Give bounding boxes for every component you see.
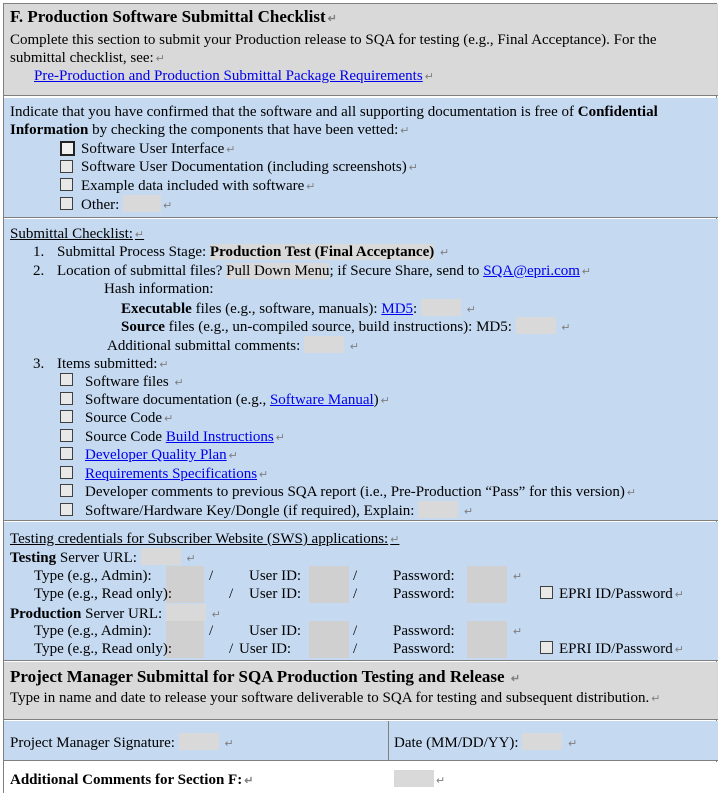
checkbox-user-interface[interactable] <box>60 141 75 156</box>
production-password-input[interactable] <box>467 621 507 658</box>
checkbox-example-data[interactable] <box>60 178 73 191</box>
pm-signature: Project Manager Signature: ↵ <box>10 735 234 751</box>
para-mark: ↵ <box>513 571 523 583</box>
slash: / <box>209 623 214 639</box>
testing-userid-label-2: User ID: <box>249 586 302 602</box>
submitted-item-5: Developer Quality Plan ↵ <box>85 447 238 463</box>
requirements-link-line: Pre-Production and Production Submittal Package Requirements ↵ <box>34 68 434 84</box>
testing-epri-label: EPRI ID/Password ↵ <box>559 586 684 602</box>
checkbox-developer-comments[interactable] <box>60 484 73 497</box>
para-mark: ↵ <box>513 626 523 638</box>
production-userid-label-2: User ID: <box>239 641 292 657</box>
submitted-item-3: Source Code ↵ <box>85 410 174 426</box>
production-type-read-label: Type (e.g., Read only): <box>34 641 173 657</box>
production-server-url: Production Server URL: ↵ <box>10 606 221 622</box>
slash: / <box>229 586 234 602</box>
sqa-email-link[interactable]: SQA@epri.com <box>483 263 580 279</box>
production-userid-input[interactable] <box>309 621 349 658</box>
signature-divider <box>388 721 389 760</box>
section-f-header <box>4 4 718 96</box>
credentials-heading: Testing credentials for Subscriber Website (SWS) applications: ↵ <box>10 531 400 547</box>
checkbox-software-docs[interactable] <box>60 392 73 405</box>
additional-comments-input[interactable] <box>304 336 344 353</box>
checkbox-build-instructions[interactable] <box>60 429 73 442</box>
section-f-title: F. Production Software Submittal Checklist ↵ <box>10 7 337 26</box>
submittal-checklist-section <box>4 219 718 521</box>
item3-num: 3. <box>33 356 45 372</box>
checkbox-software-files[interactable] <box>60 373 73 386</box>
production-epri-checkbox[interactable] <box>540 641 553 654</box>
confidential-line-1: Indicate that you have confirmed that the software and all supporting documentation is free of Confidential <box>10 104 658 120</box>
testing-userid-input[interactable] <box>309 566 349 603</box>
pm-section <box>4 662 718 720</box>
production-userid-label-1: User ID: <box>249 623 302 639</box>
slash: / <box>353 641 358 657</box>
source-hash: Source files (e.g., un-compiled source, build instructions): MD5: ↵ <box>121 319 571 335</box>
confidential-item-1: Software User Interface ↵ <box>81 141 236 157</box>
testing-password-label-1: Password: <box>393 568 455 584</box>
testing-type-admin-label: Type (e.g., Admin): <box>34 568 152 584</box>
date-input[interactable] <box>522 733 562 750</box>
items-submitted-label: Items submitted: ↵ <box>57 356 169 372</box>
hash-info-label: Hash information: <box>104 281 214 297</box>
additional-comments: Additional submittal comments: ↵ <box>107 338 360 354</box>
location-dropdown[interactable]: Pull Down Menu <box>226 263 330 279</box>
slash: / <box>353 568 358 584</box>
production-password-label-2: Password: <box>393 641 455 657</box>
additional-comments-label: Additional Comments for Section F: ↵ <box>10 772 254 788</box>
testing-password-input[interactable] <box>467 566 507 603</box>
checkbox-user-documentation[interactable] <box>60 160 73 173</box>
testing-server-url: Testing Server URL: ↵ <box>10 550 196 566</box>
section-f-intro-2: submittal checklist, see: ↵ <box>10 50 165 66</box>
item1-num: 1. <box>33 244 45 260</box>
confidential-section <box>4 98 718 218</box>
submitted-item-7: Developer comments to previous SQA report (i.e., Pre-Production “Pass” for this version) ↵ <box>85 484 637 500</box>
production-url-input[interactable] <box>166 604 206 621</box>
submitted-item-4: Source Code Build Instructions ↵ <box>85 429 285 445</box>
confidential-item-2: Software User Documentation (including screenshots) ↵ <box>81 159 418 175</box>
signature-input[interactable] <box>179 733 219 750</box>
executable-hash: Executable files (e.g., software, manuals): MD5: ↵ <box>121 301 476 317</box>
checkbox-quality-plan[interactable] <box>60 447 73 460</box>
executable-md5-input[interactable] <box>421 299 461 316</box>
submitted-item-8: Software/Hardware Key/Dongle (if required), Explain: ↵ <box>85 503 474 519</box>
submitted-item-2: Software documentation (e.g., Software Manual) ↵ <box>85 392 390 408</box>
testing-url-input[interactable] <box>141 548 181 565</box>
checkbox-key-dongle[interactable] <box>60 503 73 516</box>
signature-row <box>4 721 718 761</box>
confidential-item-4: Other: ↵ <box>81 197 173 213</box>
process-stage-value[interactable]: Production Test (Final Acceptance) <box>209 244 435 260</box>
md5-link[interactable]: MD5 <box>381 301 414 317</box>
source-md5-input[interactable] <box>516 317 556 334</box>
production-password-label-1: Password: <box>393 623 455 639</box>
submittal-requirements-link[interactable]: Pre-Production and Production Submittal Package Requirements <box>34 68 423 84</box>
additional-comments-field: ↵ <box>394 770 445 790</box>
submitted-item-6: Requirements Specifications ↵ <box>85 466 269 482</box>
slash: / <box>353 586 358 602</box>
dongle-explain-input[interactable] <box>418 501 458 518</box>
testing-userid-label-1: User ID: <box>249 568 302 584</box>
credentials-section <box>4 522 718 661</box>
confidential-line-2: Information by checking the components that have been vetted: ↵ <box>10 122 410 138</box>
requirements-spec-link[interactable]: Requirements Specifications <box>85 466 258 482</box>
additional-comments-f-input[interactable] <box>394 770 434 787</box>
checkbox-requirements[interactable] <box>60 466 73 479</box>
quality-plan-link[interactable]: Developer Quality Plan <box>85 447 227 463</box>
testing-type-read-label: Type (e.g., Read only): <box>34 586 173 602</box>
checkbox-other[interactable] <box>60 197 73 210</box>
section-f-intro-1: Complete this section to submit your Production release to SQA for testing (e.g., Final Acceptance). For the <box>10 32 657 48</box>
testing-epri-checkbox[interactable] <box>540 586 553 599</box>
pm-date: Date (MM/DD/YY): ↵ <box>394 735 578 751</box>
software-manual-link[interactable]: Software Manual <box>269 392 374 408</box>
confidential-item-3: Example data included with software ↵ <box>81 178 316 194</box>
build-instructions-link[interactable]: Build Instructions <box>165 429 274 445</box>
checklist-heading: Submittal Checklist: ↵ <box>10 226 145 242</box>
production-type-admin-label: Type (e.g., Admin): <box>34 623 152 639</box>
submitted-item-1: Software files ↵ <box>85 374 184 390</box>
pm-title: Project Manager Submittal for SQA Production Testing and Release ↵ <box>10 667 521 686</box>
production-epri-label: EPRI ID/Password ↵ <box>559 641 684 657</box>
slash: / <box>353 623 358 639</box>
item2-num: 2. <box>33 263 45 279</box>
additional-comments-row <box>4 762 718 793</box>
testing-password-label-2: Password: <box>393 586 455 602</box>
process-stage: Submittal Process Stage: Production Test (Final Acceptance) ↵ <box>57 244 450 260</box>
slash: / <box>209 568 214 584</box>
file-location: Location of submittal files? Pull Down Menu; if Secure Share, send to SQA@epri.com ↵ <box>57 263 592 279</box>
slash: / <box>229 641 234 657</box>
pm-description: Type in name and date to release your software deliverable to SQA for testing and subsequent distribution. ↵ <box>10 690 661 706</box>
other-input[interactable] <box>123 195 161 212</box>
checkbox-source-code[interactable] <box>60 410 73 423</box>
